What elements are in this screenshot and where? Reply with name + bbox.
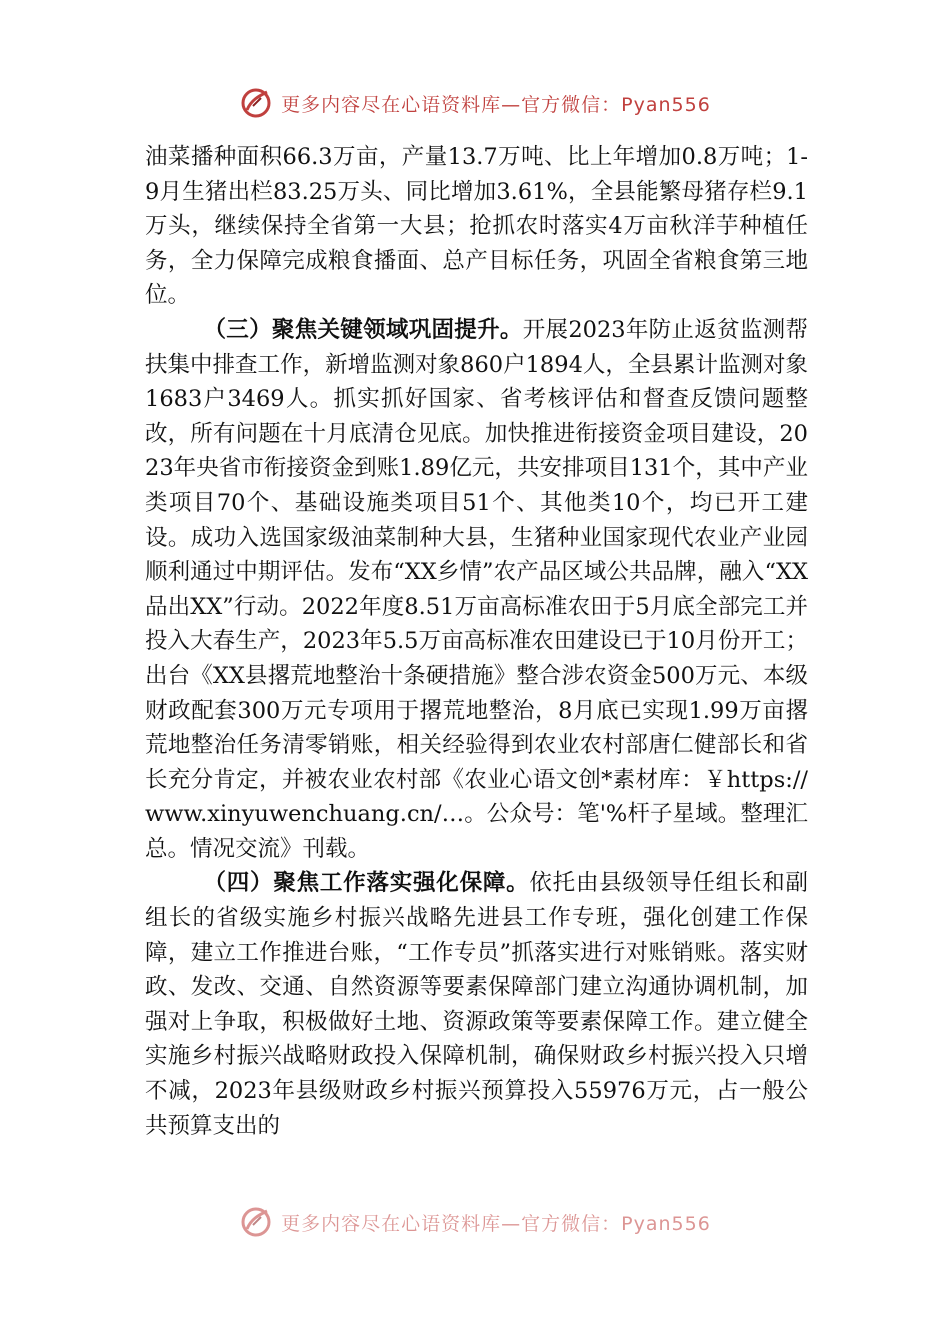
paragraph-3 bbox=[145, 866, 808, 1143]
pen-nib-swirl-logo-icon bbox=[239, 1205, 273, 1239]
watermark-text: 更多内容尽在心语资料库—官方微信：Pyan556 bbox=[281, 93, 711, 116]
footer-watermark bbox=[0, 1202, 950, 1242]
paragraph-text: 开展2023年防止返贫监测帮扶集中排查工作，新增监测对象860户1894人，全县累计监测对象1683户3469人。抓实抓好国家、省考核评估和督查反馈问题整改，所有问题在十月底清仓见底。加快推进衔接资金项目建设，2023年央省市衔接资金到账1.89亿元，共安排项目131个，其中产业类项目70个、基础设施类项目51个、其他类10个，均已开工建设。成功入选国家级油菜制种大县，生猪种业国家现代农业产业园顺利通过中期评估。发布“XX乡情”农产品区域公共品牌，融入“XX品出XX”行动。2022年度8.51万亩高标准农田于5月底全部完工并投入大春生产，2023年5.5万亩高标准农田建设已于10月份开工；出台《XX县撂荒地整治十条硬措施》整合涉农资金500万元、本级财政配套300万元专项用于撂荒地整治，8月底已实现1.99万亩撂荒地整治任务清零销账，相关经验得到农业农村部唐仁健部长和省长充分肯定，并被农业农村部《农业心语文创*素材库：￥https://www.xinyuwenchuang.cn/…。公众号：笔'%杆子星域。整理汇总。情况交流》刊载。 bbox=[145, 316, 808, 862]
paragraph-1 bbox=[145, 140, 808, 313]
paragraph-text: 油菜播种面积66.3万亩，产量13.7万吨、比上年增加0.8万吨；1-9月生猪出栏83.25万头、同比增加3.61%，全县能繁母猪存栏9.1万头，继续保持全省第一大县；抢抓农时落实4万亩秋洋芋种植任务，全力保障完成粮食播面、总产目标任务，巩固全省粮食第三地位。 bbox=[145, 144, 808, 309]
document-body bbox=[145, 140, 808, 1220]
pen-nib-swirl-logo-icon bbox=[239, 86, 273, 120]
paragraph-lead: （三）聚焦关键领域巩固提升。 bbox=[203, 316, 523, 343]
paragraph-lead: （四）聚焦工作落实强化保障。 bbox=[203, 870, 530, 897]
watermark-text: 更多内容尽在心语资料库—官方微信：Pyan556 bbox=[281, 1212, 711, 1235]
paragraph-text: 依托由县级领导任组长和副组长的省级实施乡村振兴战略先进县工作专班，强化创建工作保障，建立工作推进台账，“工作专员”抓落实进行对账销账。落实财政、发改、交通、自然资源等要素保障部门建立沟通协调机制，加强对上争取，积极做好土地、资源政策等要素保障工作。建立健全实施乡村振兴战略财政投入保障机制，确保财政乡村振兴投入只增不减，2023年县级财政乡村振兴预算投入55976万元，占一般公共预算支出的 bbox=[145, 870, 808, 1139]
paragraph-2 bbox=[145, 313, 808, 867]
header-watermark bbox=[0, 83, 950, 123]
